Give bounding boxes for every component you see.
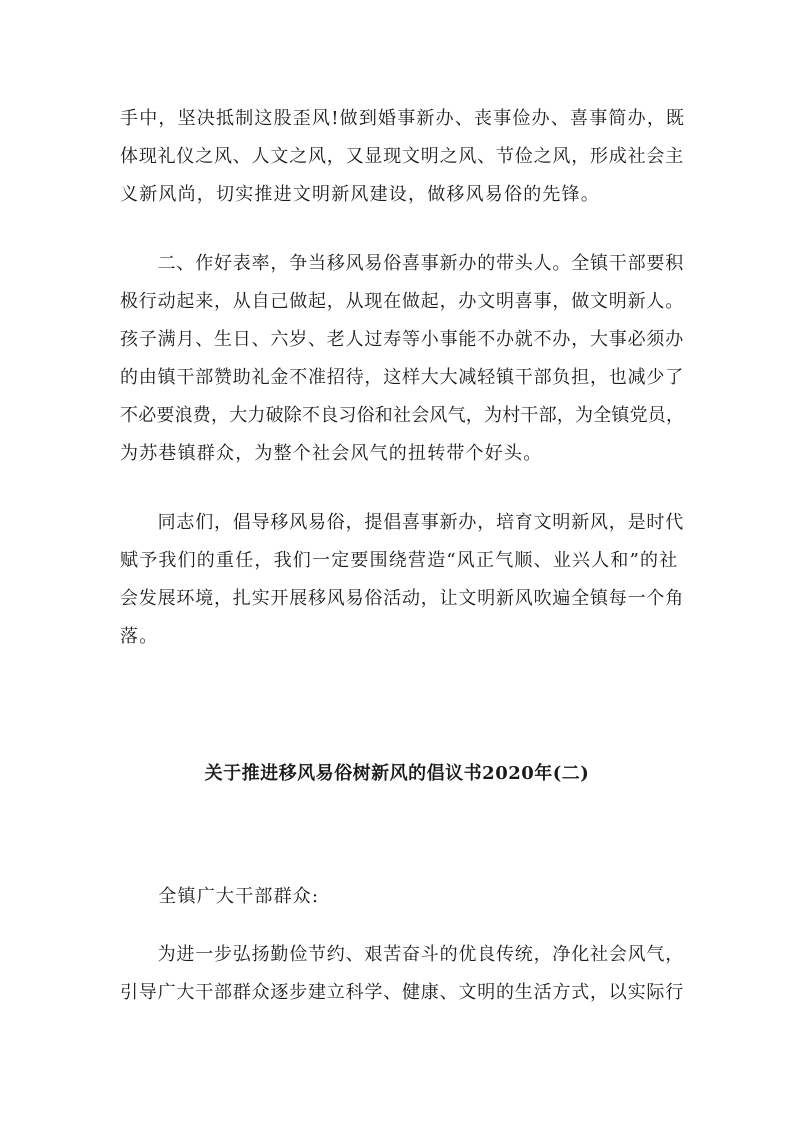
- text-line: 引导广大干部群众逐步建立科学、健康、文明的生活方式，以实际行: [120, 982, 684, 1003]
- text-line: 落。: [120, 626, 159, 647]
- text-line: 赋予我们的重任，我们一定要围绕营造“风正气顺、业兴人和”的社: [120, 550, 679, 571]
- salutation: 全镇广大干部群众:: [120, 886, 320, 907]
- document-title: 关于推进移风易俗树新风的倡议书2020年(二): [204, 763, 590, 784]
- text-line: 孩子满月、生日、六岁、老人过寿等小事能不办就不办，大事必须办: [120, 329, 684, 350]
- text-line: 二、作好表率，争当移风易俗喜事新办的带头人。全镇干部要积: [120, 253, 684, 274]
- text-line: 为进一步弘扬勤俭节约、艰苦奋斗的优良传统，净化社会风气，: [120, 944, 684, 965]
- text-line: 同志们，倡导移风易俗，提倡喜事新办，培育文明新风，是时代: [120, 512, 684, 533]
- text-line: 会发展环境，扎实开展移风易俗活动，让文明新风吹遍全镇每一个角: [120, 588, 684, 609]
- text-line: 不必要浪费，大力破除不良习俗和社会风气，为村干部，为全镇党员，: [120, 405, 685, 426]
- text-line: 体现礼仪之风、人文之风，又显现文明之风、节俭之风，形成社会主: [120, 146, 684, 167]
- text-line: 手中，坚决抵制这股歪风!做到婚事新办、丧事俭办、喜事简办，既: [120, 108, 686, 129]
- text-line: 为苏巷镇群众，为整个社会风气的扭转带个好头。: [120, 443, 543, 464]
- text-line: 极行动起来，从自己做起，从现在做起，办文明喜事，做文明新人。: [120, 291, 684, 312]
- text-line: 的由镇干部赞助礼金不准招待，这样大大减轻镇干部负担，也减少了: [120, 367, 684, 388]
- text-line: 义新风尚，切实推进文明新风建设，做移风易俗的先锋。: [120, 184, 600, 205]
